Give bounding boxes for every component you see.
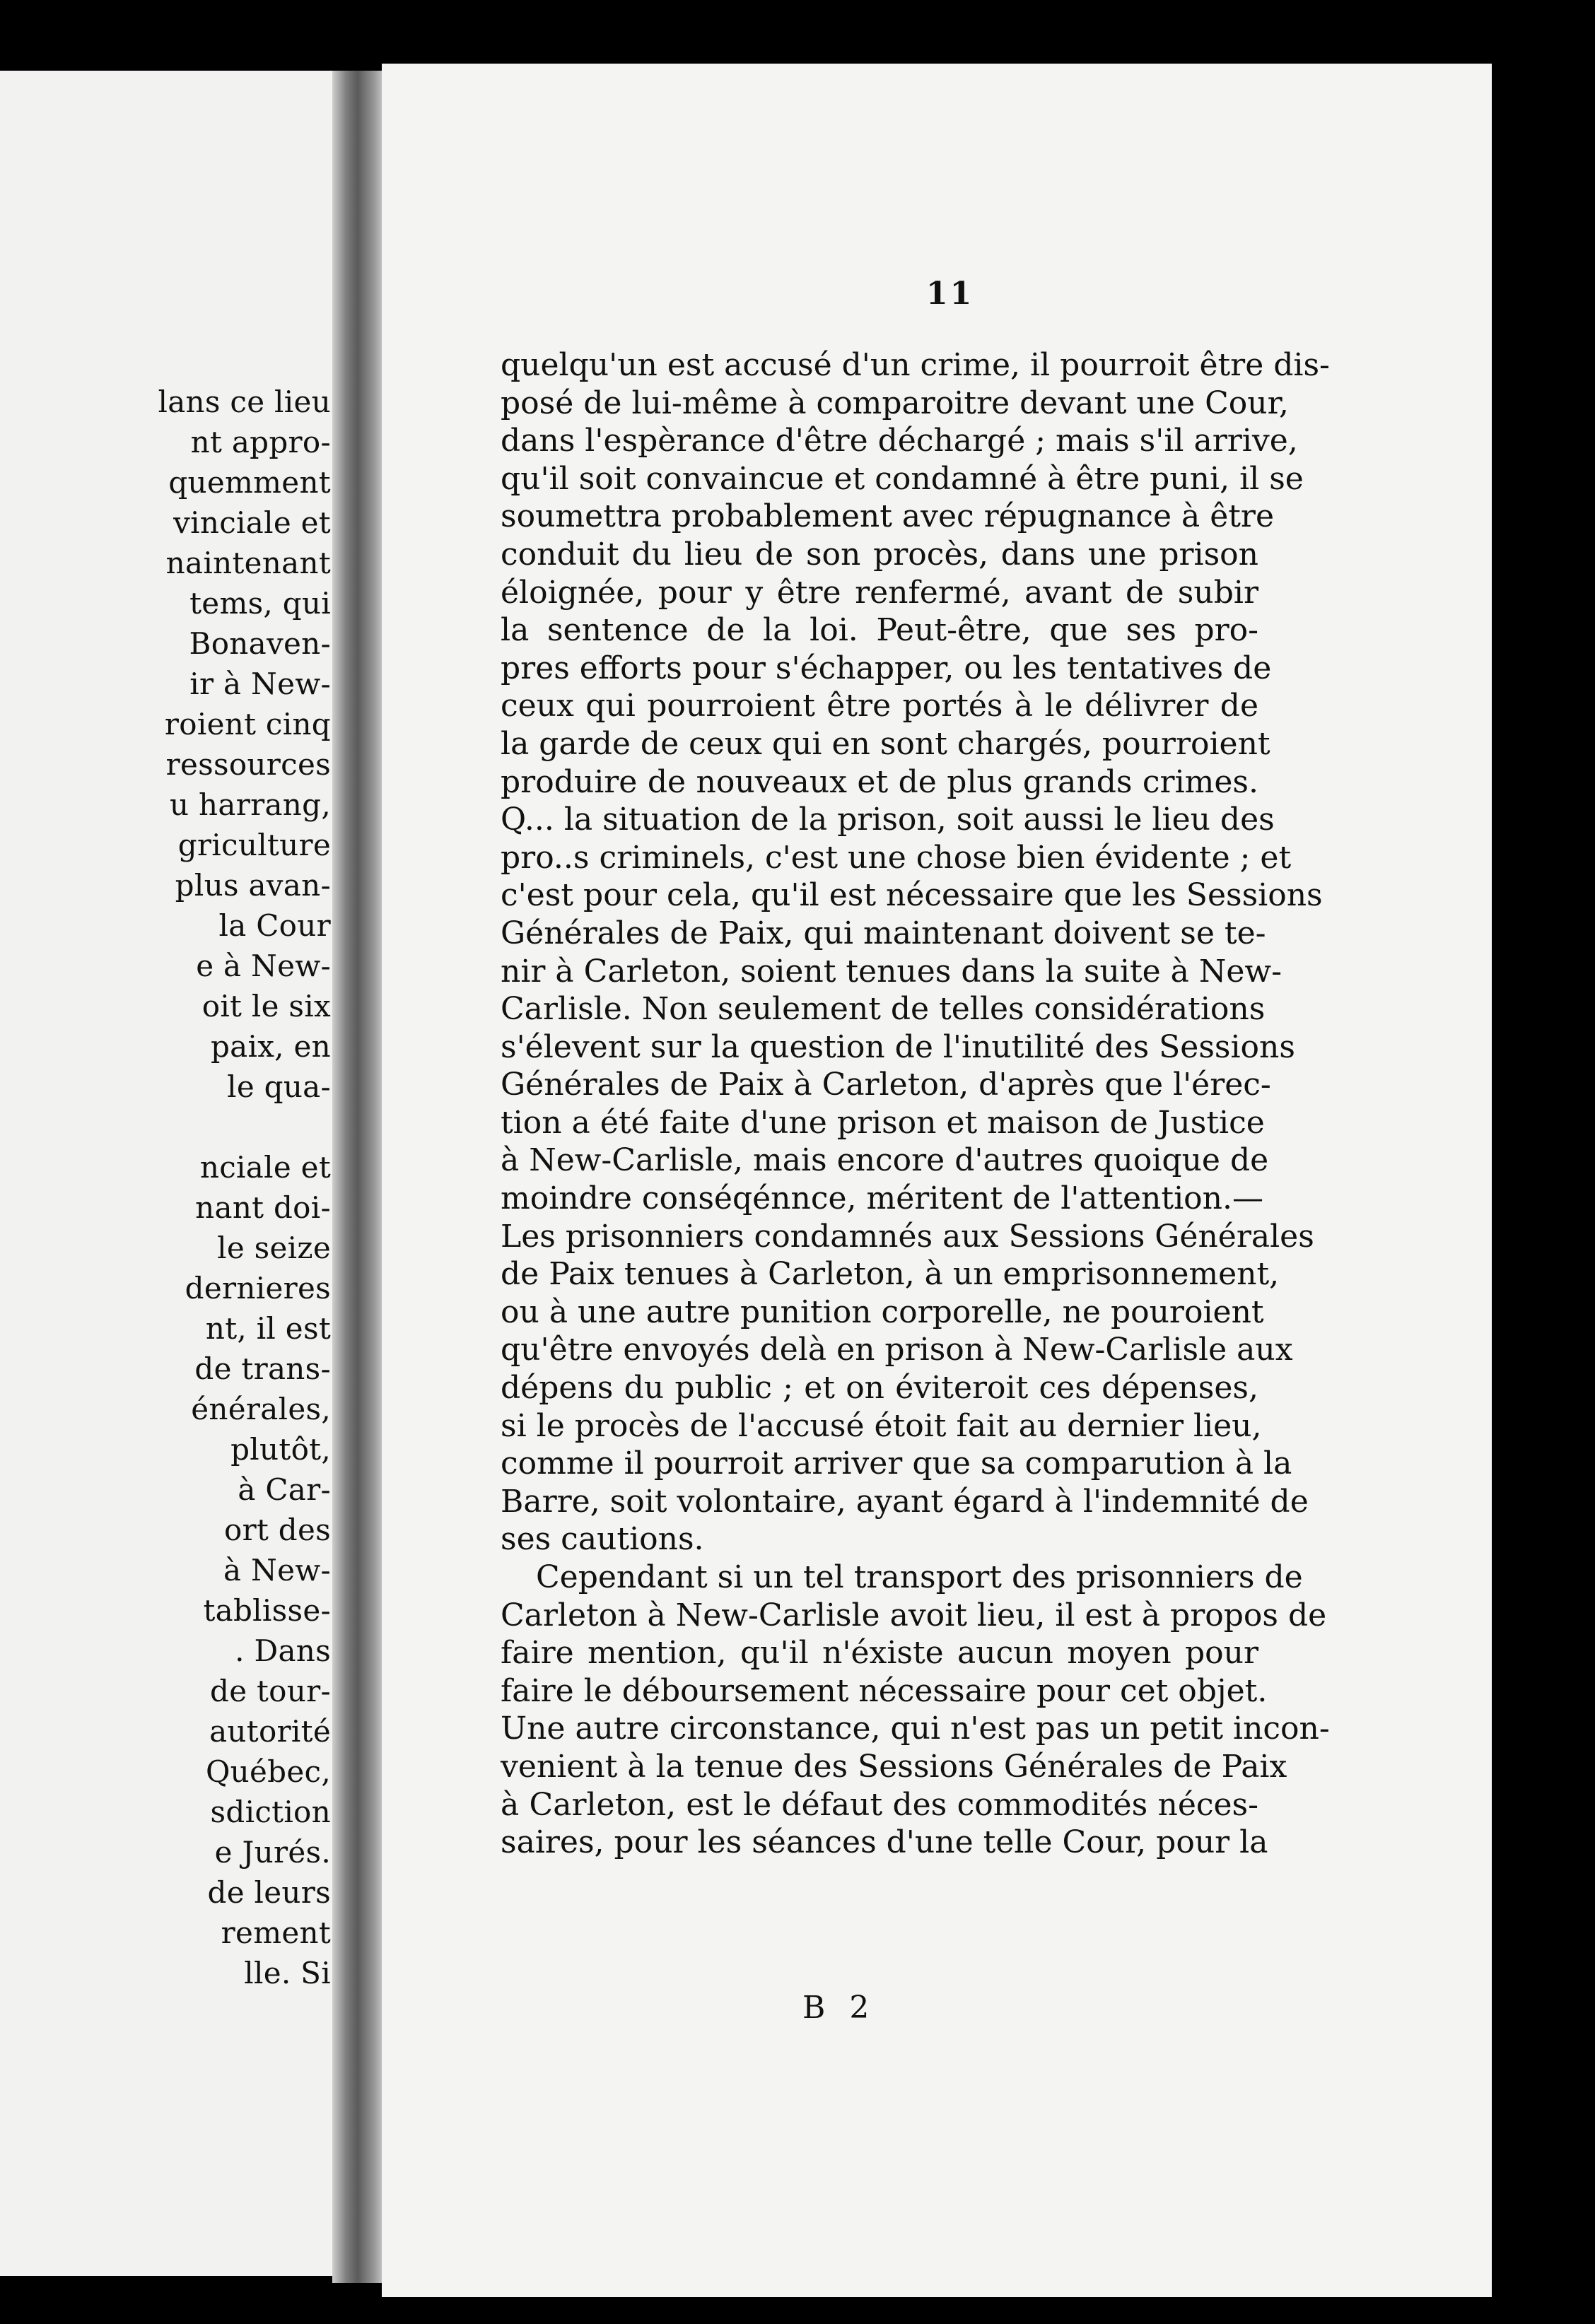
text-line: qu'être envoyés delà en prison à New-Carlisle aux <box>501 1332 1293 1368</box>
left-page-line: nt, il est <box>205 1311 331 1346</box>
text-line: saires, pour les séances d'une telle Cour, pour la <box>501 1824 1268 1861</box>
text-line: Carleton à New-Carlisle avoit lieu, il est à propos de <box>501 1597 1327 1633</box>
left-page-line: vinciale et <box>173 505 331 540</box>
left-page-line: tems, qui <box>189 586 331 621</box>
text-line: s'élevent sur la question de l'inutilité des Sessions <box>501 1028 1295 1065</box>
left-page-line: le qua- <box>227 1069 331 1104</box>
text-line: faire le déboursement nécessaire pour cet objet. <box>501 1672 1268 1709</box>
text-line: ses cautions. <box>501 1521 704 1558</box>
left-page-line: u harrang, <box>170 787 331 822</box>
left-page-line: à Car- <box>238 1472 331 1507</box>
left-page-line: paix, en <box>210 1029 331 1064</box>
left-page-line: la Cour <box>218 908 331 943</box>
text-line: tion a été faite d'une prison et maison de Justice <box>501 1104 1265 1141</box>
text-line: venient à la tenue des Sessions Générales de Paix <box>501 1748 1287 1785</box>
text-line: quelqu'un est accusé d'un crime, il pourroit être dis- <box>501 347 1330 383</box>
left-page-line: roient cinq <box>164 707 331 741</box>
left-page-line: Bonaven- <box>189 626 331 661</box>
text-line: la garde de ceux qui en sont chargés, pourroient <box>501 725 1270 762</box>
left-page-line: de trans- <box>194 1351 331 1386</box>
left-page-line: Québec, <box>205 1754 331 1789</box>
text-line: de Paix tenues à Carleton, à un emprisonnement, <box>501 1256 1280 1293</box>
text-line: si le procès de l'accusé étoit fait au dernier lieu, <box>501 1407 1262 1444</box>
text-line: moindre conséqénnce, méritent de l'attention.— <box>501 1180 1263 1217</box>
text-line: comme il pourroit arriver que sa comparution à la <box>501 1445 1292 1482</box>
page-number: 11 <box>926 276 974 312</box>
body-text <box>501 346 1330 1862</box>
left-page-line: de leurs <box>207 1875 331 1910</box>
text-line: pres efforts pour s'échapper, ou les tentatives de <box>501 650 1272 686</box>
left-page-line: ressources <box>165 747 331 782</box>
text-line: soumettra probablement avec répugnance à être <box>501 498 1275 535</box>
text-line: posé de lui-même à comparoitre devant une Cour, <box>501 385 1289 421</box>
text-line: Générales de Paix, qui maintenant doivent se te- <box>501 915 1266 951</box>
paragraph <box>501 1559 1330 1862</box>
left-page-line: plus avan- <box>175 868 331 903</box>
text-line: faire mention, qu'il n'éxiste aucun moyen pour <box>501 1635 1258 1672</box>
text-line: Carlisle. Non seulement de telles considérations <box>501 991 1266 1028</box>
left-page-line: nciale et <box>199 1150 331 1185</box>
left-page-line: oit le six <box>201 989 331 1023</box>
text-line: conduit du lieu de son procès, dans une prison <box>501 536 1258 573</box>
left-page-line: lans ce lieu <box>158 385 331 419</box>
left-page-line: plutôt, <box>230 1432 331 1467</box>
left-page-line: ir à New- <box>189 667 331 701</box>
book-gutter <box>332 71 389 2283</box>
text-line: éloignée, pour y être renfermé, avant de subir <box>501 574 1258 611</box>
text-line: c'est pour cela, qu'il est nécessaire que les Sessions <box>501 877 1323 914</box>
left-page-line: autorité <box>209 1714 331 1749</box>
left-page-line: de tour- <box>210 1674 331 1708</box>
text-line: Une autre circonstance, qui n'est pas un petit incon- <box>501 1710 1330 1747</box>
text-line: à Carleton, est le défaut des commodités néces- <box>501 1786 1258 1823</box>
left-page-line: nant doi- <box>195 1190 331 1225</box>
left-page <box>0 71 339 2276</box>
text-line: produire de nouveaux et de plus grands crimes. <box>501 763 1258 800</box>
text-line: Cependant si un tel transport des prisonniers de <box>536 1559 1303 1595</box>
right-page <box>382 64 1492 2297</box>
left-page-line: le seize <box>217 1231 331 1265</box>
left-page-line: nt appro- <box>190 425 331 459</box>
text-line: qu'il soit convaincue et condamné à être puni, il se <box>501 460 1304 497</box>
left-page-line <box>158 1107 331 1147</box>
left-page-line: quemment <box>168 465 331 500</box>
left-page-line: e à New- <box>196 949 331 983</box>
paragraph <box>501 346 1330 1559</box>
text-line: pro..s criminels, c'est une chose bien évidente ; et <box>501 839 1292 876</box>
text-line: Q... la situation de la prison, soit aussi le lieu des <box>501 802 1275 838</box>
left-page-line: énérales, <box>191 1392 331 1426</box>
left-page-line: à New- <box>223 1553 331 1588</box>
text-line: ceux qui pourroient être portés à le délivrer de <box>501 688 1258 724</box>
text-line: dépens du public ; et on éviteroit ces dépenses, <box>501 1370 1258 1407</box>
text-line: à New-Carlisle, mais encore d'autres quoique de <box>501 1142 1269 1179</box>
left-page-line: lle. Si <box>244 1956 331 1990</box>
text-line: ou à une autre punition corporelle, ne pouroient <box>501 1293 1264 1330</box>
left-page-line: tablisse- <box>203 1593 331 1628</box>
left-page-line: rement <box>221 1915 331 1950</box>
left-page-line: naintenant <box>165 546 331 580</box>
left-page-line: . Dans <box>235 1633 331 1668</box>
signature-mark: B 2 <box>802 1990 877 2026</box>
text-line: nir à Carleton, soient tenues dans la suite à New- <box>501 953 1282 990</box>
left-page-line: dernieres <box>185 1271 331 1305</box>
text-line: Les prisonniers condamnés aux Sessions Générales <box>501 1218 1314 1255</box>
left-page-line: griculture <box>177 828 331 862</box>
left-page-line: e Jurés. <box>214 1835 331 1870</box>
left-page-text <box>158 382 331 1993</box>
left-page-line: sdiction <box>210 1795 331 1829</box>
text-line: Barre, soit volontaire, ayant égard à l'indemnité de <box>501 1483 1309 1520</box>
left-page-line: ort des <box>224 1513 331 1547</box>
text-line: Générales de Paix à Carleton, d'après que l'érec- <box>501 1067 1271 1103</box>
text-line: dans l'espèrance d'être déchargé ; mais s'il arrive, <box>501 423 1298 459</box>
text-line: la sentence de la loi. Peut-être, que ses pro- <box>501 612 1258 649</box>
